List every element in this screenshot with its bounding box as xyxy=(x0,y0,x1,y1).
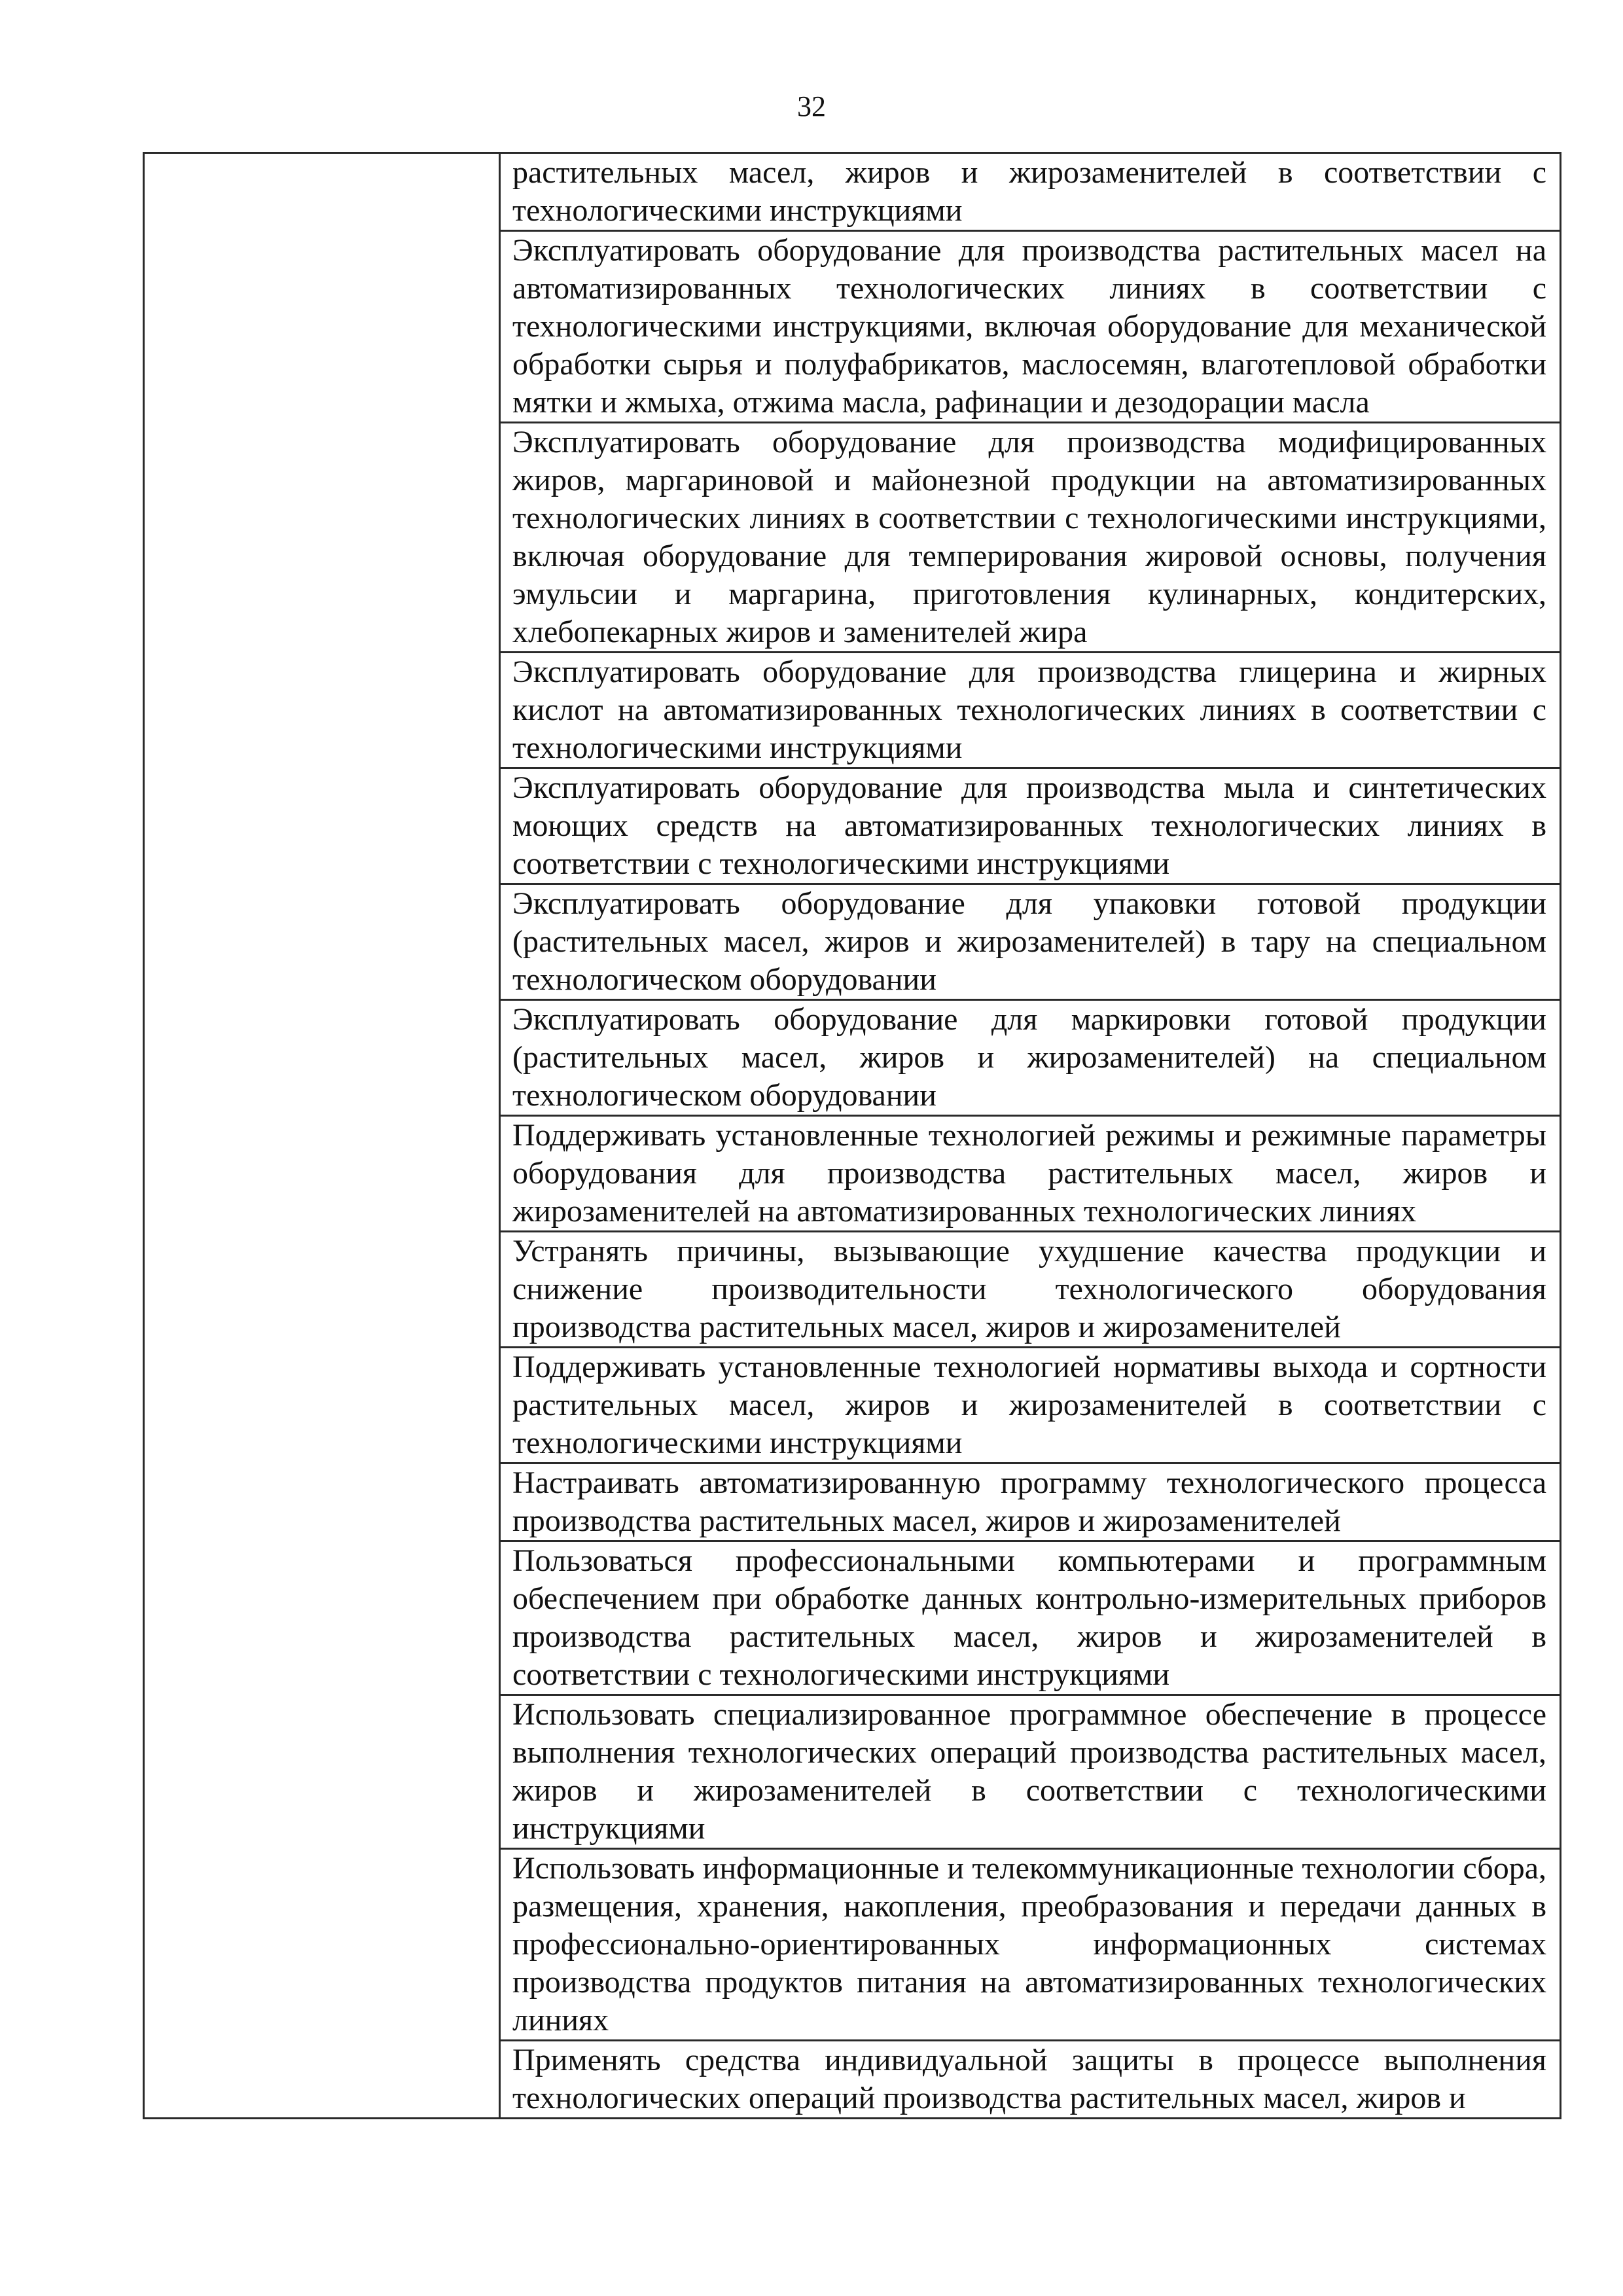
table-cell: Эксплуатировать оборудование для производства растительных масел на автоматизированных технологических линиях в соответствии с технологическими инструкциями, включая оборудование для механической обработки сырья и полуфабрикатов, маслосемян, влаготепловой обработки мятки и жмыха, отжима масла, рафинации и дезодорации масла xyxy=(500,231,1561,423)
table-cell: Использовать информационные и телекоммуникационные технологии сбора, размещения, хранения, накопления, преобразования и передачи данных в профессионально-ориентированных информационных системах производства продуктов питания на автоматизированных технологических линиях xyxy=(500,1849,1561,2041)
table-cell: Применять средства индивидуальной защиты в процессе выполнения технологических операций производства растительных масел, жиров и xyxy=(500,2041,1561,2119)
table-cell: Эксплуатировать оборудование для производства модифицированных жиров, маргариновой и майонезной продукции на автоматизированных технологических линиях в соответствии с технологическими инструкциями, включая оборудование для темперирования жировой основы, получения эмульсии и маргарина, приготовления кулинарных, кондитерских, хлебопекарных жиров и заменителей жира xyxy=(500,423,1561,653)
skills-table xyxy=(143,152,1561,2119)
left-column-cell xyxy=(144,153,500,2119)
table-cell: Устранять причины, вызывающие ухудшение качества продукции и снижение производительности технологического оборудования производства растительных масел, жиров и жирозаменителей xyxy=(500,1232,1561,1348)
table-cell: Эксплуатировать оборудование для производства мыла и синтетических моющих средств на автоматизированных технологических линиях в соответствии с технологическими инструкциями xyxy=(500,768,1561,884)
table-cell: Эксплуатировать оборудование для производства глицерина и жирных кислот на автоматизированных технологических линиях в соответствии с технологическими инструкциями xyxy=(500,653,1561,768)
table-cell: растительных масел, жиров и жирозаменителей в соответствии с технологическими инструкциями xyxy=(500,153,1561,231)
table-cell: Пользоваться профессиональными компьютерами и программным обеспечением при обработке данных контрольно-измерительных приборов производства растительных масел, жиров и жирозаменителей в соответствии с технологическими инструкциями xyxy=(500,1541,1561,1695)
table-cell: Эксплуатировать оборудование для маркировки готовой продукции (растительных масел, жиров и жирозаменителей) на специальном технологическом оборудовании xyxy=(500,1000,1561,1116)
table-cell: Поддерживать установленные технологией нормативы выхода и сортности растительных масел, жиров и жирозаменителей в соответствии с технологическими инструкциями xyxy=(500,1348,1561,1463)
table-cell: Использовать специализированное программное обеспечение в процессе выполнения технологических операций производства растительных масел, жиров и жирозаменителей в соответствии с технологическими инструкциями xyxy=(500,1695,1561,1849)
table-cell: Поддерживать установленные технологией режимы и режимные параметры оборудования для производства растительных масел, жиров и жирозаменителей на автоматизированных технологических линиях xyxy=(500,1116,1561,1232)
page-number: 32 xyxy=(797,90,826,122)
table-row xyxy=(144,153,1561,231)
table-cell: Эксплуатировать оборудование для упаковки готовой продукции (растительных масел, жиров и жирозаменителей) в тару на специальном технологическом оборудовании xyxy=(500,884,1561,1000)
table-cell: Настраивать автоматизированную программу технологического процесса производства растительных масел, жиров и жирозаменителей xyxy=(500,1463,1561,1541)
